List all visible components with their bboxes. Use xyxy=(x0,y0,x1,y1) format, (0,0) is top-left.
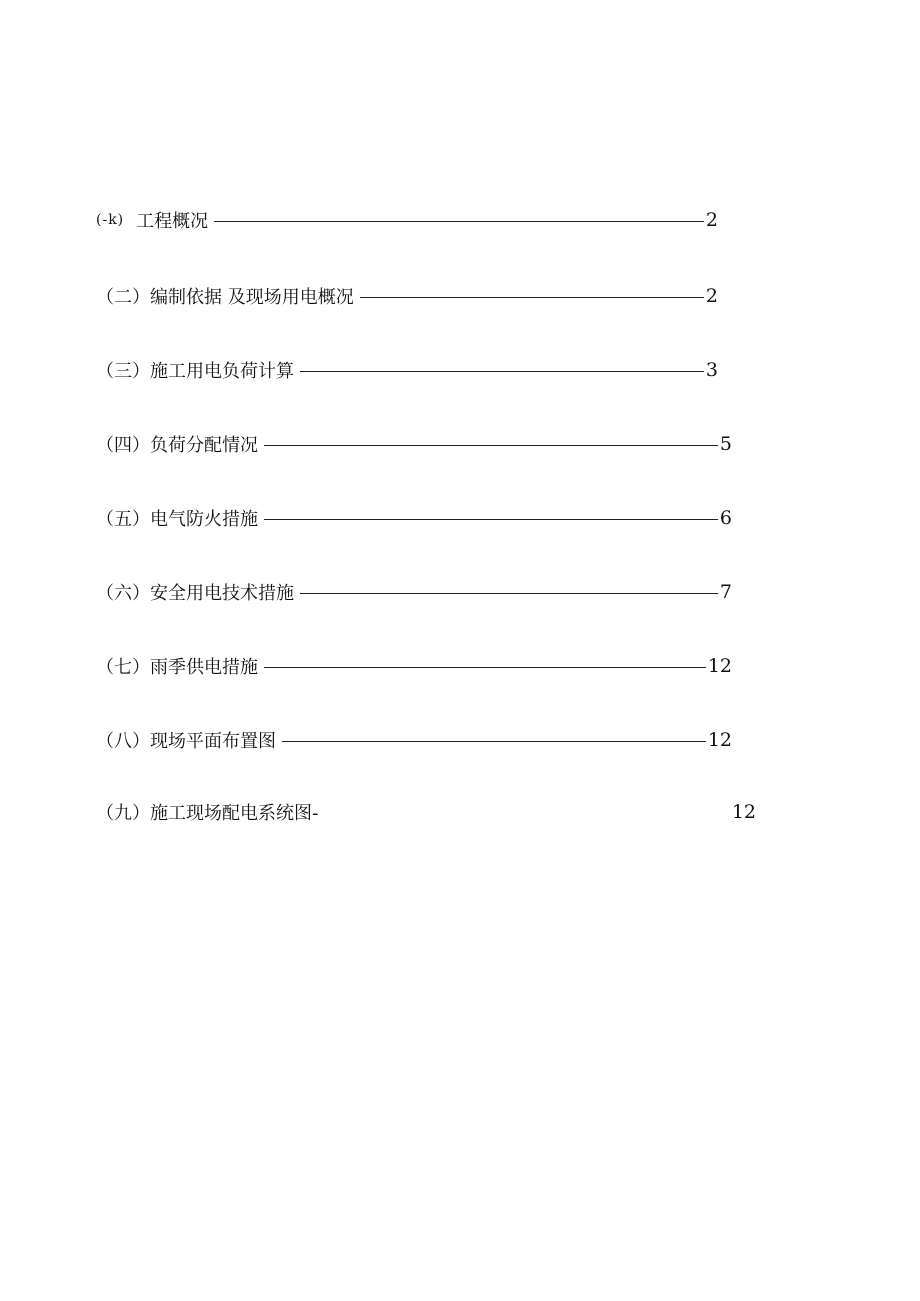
toc-entry-page: 12 xyxy=(707,729,732,751)
toc-entry-title: 安全用电技术措施 xyxy=(150,583,294,604)
toc-entry-page: 7 xyxy=(719,581,732,603)
toc-entry-number: （四） xyxy=(96,435,150,456)
toc-leader-dashes xyxy=(360,297,704,298)
toc-leader-dashes xyxy=(214,221,704,222)
toc-entry[interactable] xyxy=(96,578,732,606)
toc-entry[interactable] xyxy=(96,504,732,532)
toc-entry-number: （八） xyxy=(96,731,150,752)
toc-entry-title: 雨季供电措施 xyxy=(150,657,258,678)
toc-entry[interactable] xyxy=(96,798,756,826)
toc-leader-dashes xyxy=(264,667,706,668)
toc-leader-dashes xyxy=(264,519,718,520)
toc-entry-number: （二） xyxy=(96,287,150,308)
toc-entry-page: 5 xyxy=(719,433,732,455)
toc-entry-page: 2 xyxy=(705,285,718,307)
toc-entry[interactable] xyxy=(96,282,718,310)
toc-entry-number: （九） xyxy=(96,803,150,824)
toc-entry-number: (-k) xyxy=(96,212,125,228)
toc-entry-number: （五） xyxy=(96,509,150,530)
toc-entry-page: 12 xyxy=(731,801,756,823)
toc-entry-number: （七） xyxy=(96,657,150,678)
toc-entry-page: 2 xyxy=(705,209,718,231)
toc-entry[interactable] xyxy=(96,726,732,754)
toc-entry-page: 6 xyxy=(719,507,732,529)
toc-entry-title: 施工用电负荷计算 xyxy=(150,361,294,382)
toc-leader-dashes xyxy=(282,741,706,742)
toc-entry[interactable] xyxy=(96,652,732,680)
toc-entry-title: 电气防火措施 xyxy=(150,509,258,530)
toc-entry-title: 工程概况 xyxy=(136,211,209,232)
toc-entry-number: （六） xyxy=(96,583,150,604)
toc-entry-number: （三） xyxy=(96,361,150,382)
toc-entry-page: 3 xyxy=(705,359,718,381)
toc-entry[interactable] xyxy=(96,206,718,234)
toc-entry[interactable] xyxy=(96,430,732,458)
toc-entry-title: 施工现场配电系统图- xyxy=(150,803,319,824)
toc-entry[interactable] xyxy=(96,356,718,384)
toc-leader-dashes xyxy=(300,371,704,372)
toc-leader-dashes xyxy=(264,445,718,446)
toc-entry-title: 负荷分配情况 xyxy=(150,435,258,456)
toc-entry-title: 编制依据 及现场用电概况 xyxy=(150,287,354,308)
toc-leader-dashes xyxy=(300,593,718,594)
toc-entry-title: 现场平面布置图 xyxy=(150,731,276,752)
toc-entry-page: 12 xyxy=(707,655,732,677)
